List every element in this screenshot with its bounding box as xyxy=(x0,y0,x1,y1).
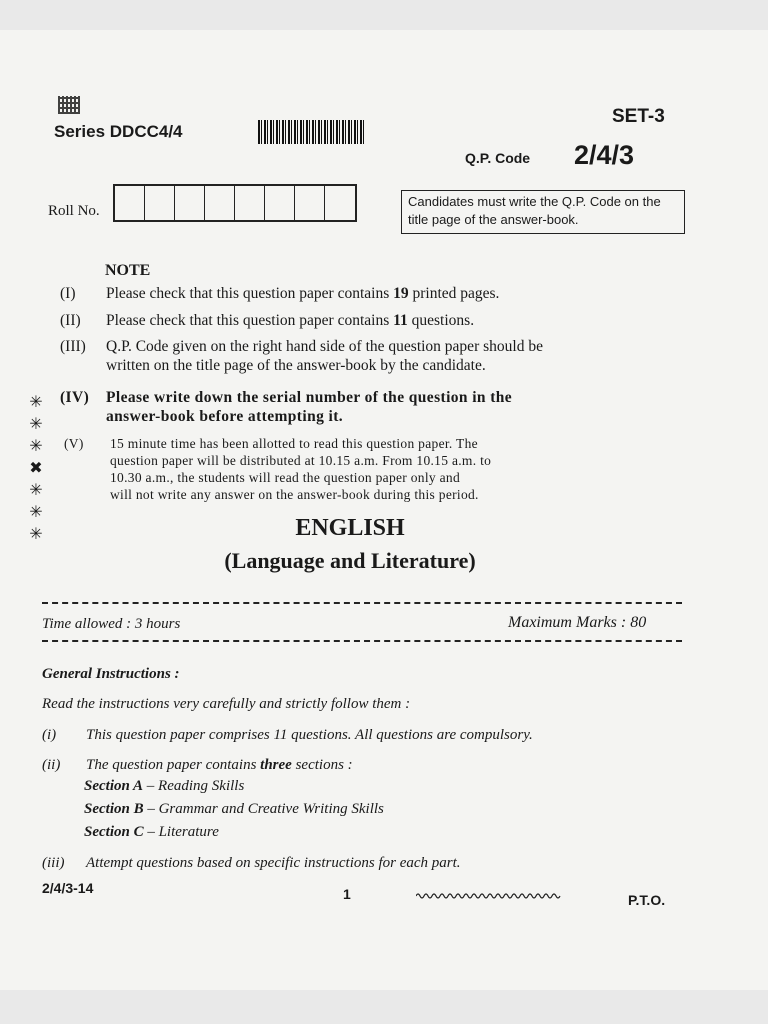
note-item xyxy=(60,337,720,377)
asterisk-icon: ✳ xyxy=(29,394,43,411)
instruction-text: This question paper comprises 11 questions. All questions are compulsory. xyxy=(86,727,533,743)
time-allowed: Time allowed : 3 hours xyxy=(42,616,181,632)
subject-subtitle: (Language and Literature) xyxy=(224,548,476,573)
section-a: Section A – Reading Skills xyxy=(84,778,245,794)
asterisk-icon: ✳ xyxy=(29,526,43,543)
series-label: Series DDCC4/4 xyxy=(54,122,183,141)
note-text: Q.P. Code given on the right hand side of the question paper should be written on the title page of the answer-book by the candidate. xyxy=(106,338,543,374)
qr-code-icon xyxy=(58,96,80,114)
instruction-text: The question paper contains three sections : xyxy=(86,757,353,773)
instruction-item xyxy=(42,754,682,777)
instruction-number: (ii) xyxy=(42,757,61,773)
instruction-number: (iii) xyxy=(42,855,65,871)
note-number: (II) xyxy=(60,312,81,329)
roll-digit-box[interactable] xyxy=(145,186,175,220)
instruction-item xyxy=(42,852,682,875)
maximum-marks: Maximum Marks : 80 xyxy=(508,614,647,631)
pto-label: P.T.O. xyxy=(628,892,666,908)
note-text: Please check that this question paper contains 19 printed pages. xyxy=(106,285,500,302)
general-instructions-title: General Instructions : xyxy=(42,666,180,682)
page-number: 1 xyxy=(343,886,351,902)
qp-code-value: 2/4/3 xyxy=(574,140,635,170)
general-instructions-lead: Read the instructions very carefully and strictly follow them : xyxy=(42,696,411,712)
section-c: Section C – Literature xyxy=(84,824,219,840)
subject-title: ENGLISH xyxy=(295,515,405,541)
instruction-item xyxy=(42,724,682,747)
question-paper-page xyxy=(0,30,768,990)
note-item xyxy=(60,388,720,428)
note-number: (V) xyxy=(64,436,84,451)
note-number: (III) xyxy=(60,338,86,355)
note-title: NOTE xyxy=(105,262,151,279)
set-label: SET-3 xyxy=(612,106,665,127)
roll-digit-box[interactable] xyxy=(265,186,295,220)
divider-bottom xyxy=(42,640,682,642)
microtext-line-icon xyxy=(416,892,562,900)
note-text: Please check that this question paper contains 11 questions. xyxy=(106,312,475,329)
roll-number-boxes[interactable] xyxy=(113,184,357,222)
qp-code-label: Q.P. Code xyxy=(465,150,531,166)
footer-code: 2/4/3-14 xyxy=(42,880,94,896)
instruction-text: Attempt questions based on specific instructions for each part. xyxy=(86,855,461,871)
barcode-icon xyxy=(258,120,366,144)
note-number: (I) xyxy=(60,285,76,302)
instruction-number: (i) xyxy=(42,727,57,743)
roll-number-label: Roll No. xyxy=(48,203,100,219)
qp-code-notice: Candidates must write the Q.P. Code on the title page of the answer-book. xyxy=(401,190,685,234)
note-number: (IV) xyxy=(60,389,90,406)
note-text: 15 minute time has been allotted to read this question paper. The question paper will be distributed at 10.15 a.m. From 10.15 a.m. to 10.30 a.m., the students will read the question paper only and will not write any answer on the answer-book during this period. xyxy=(110,436,492,502)
roll-digit-box[interactable] xyxy=(175,186,205,220)
asterisk-icon: ✳ xyxy=(29,438,43,455)
section-b: Section B – Grammar and Creative Writing Skills xyxy=(84,801,384,817)
note-item xyxy=(64,435,724,507)
asterisk-icon: ✳ xyxy=(29,416,43,433)
roll-digit-box[interactable] xyxy=(115,186,145,220)
roll-digit-box[interactable] xyxy=(235,186,265,220)
roll-digit-box[interactable] xyxy=(205,186,235,220)
asterisk-icon: ✳ xyxy=(29,504,43,521)
asterisk-icon: ✳ xyxy=(29,482,43,499)
note-text: Please write down the serial number of the question in the answer-book before attempting it. xyxy=(106,389,513,425)
divider-top xyxy=(42,602,682,604)
roll-digit-box[interactable] xyxy=(295,186,325,220)
roll-digit-box[interactable] xyxy=(325,186,355,220)
cross-icon: ✖ xyxy=(29,460,43,477)
